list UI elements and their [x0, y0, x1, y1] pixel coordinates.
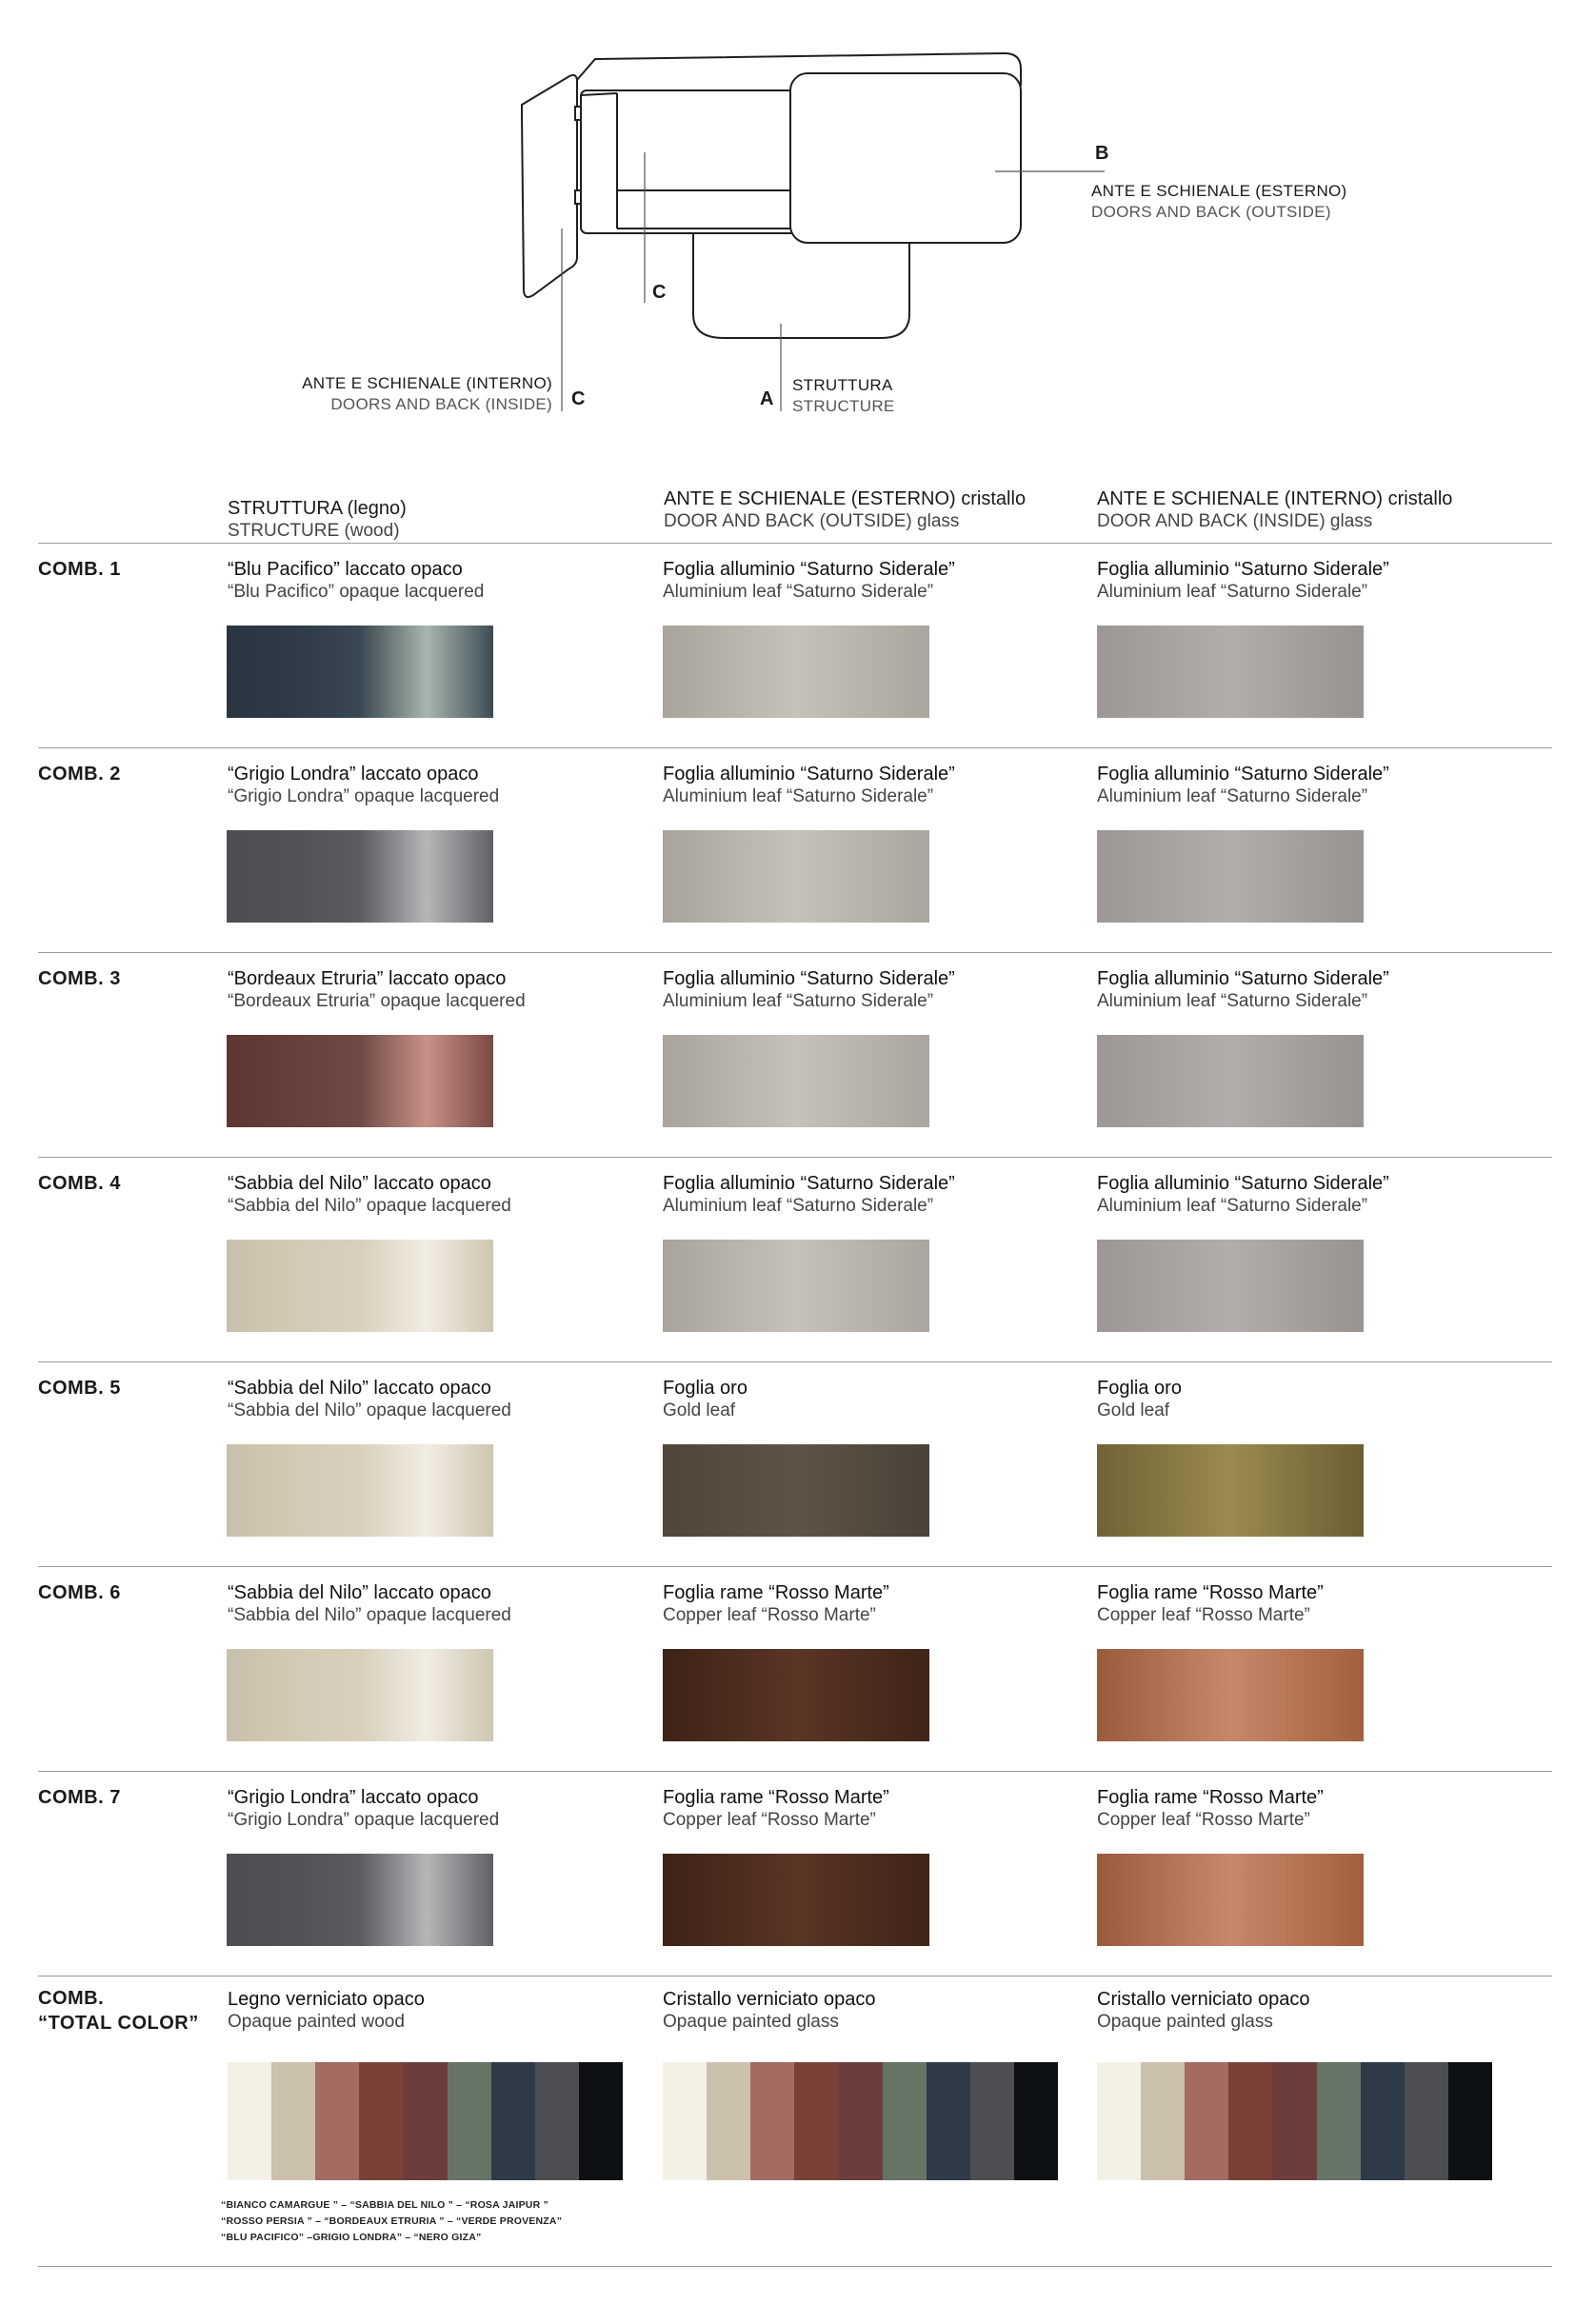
label-b [1091, 181, 1347, 223]
palette-swatch [271, 2062, 315, 2180]
palette-swatch [228, 2062, 271, 2180]
cell-inside-it: Foglia oro [1097, 1378, 1182, 1399]
cell-inside-it: Foglia alluminio “Saturno Siderale” [1097, 968, 1389, 989]
cell-structure-it: “Grigio Londra” laccato opaco [228, 764, 479, 785]
cell-outside-en: Copper leaf “Rosso Marte” [663, 1605, 876, 1625]
palette-swatch [838, 2062, 882, 2180]
swatch-inside [1097, 1649, 1364, 1741]
cell-inside-en: Gold leaf [1097, 1400, 1170, 1420]
comb-label: COMB. 1 [38, 559, 121, 580]
cell-structure-en: “Sabbia del Nilo” opaque lacquered [228, 1605, 511, 1625]
palette-swatch [883, 2062, 927, 2180]
row-divider [38, 1771, 1552, 1772]
palette-swatch [970, 2062, 1014, 2180]
cell-inside-text [1097, 1787, 1324, 1831]
palette-swatch [663, 2062, 707, 2180]
cell-structure-text [228, 1173, 511, 1217]
palette-strip-inside [1097, 2062, 1492, 2180]
swatch-structure [227, 1649, 493, 1741]
cabinet-diagram [0, 0, 1575, 447]
label-b-letter: B [1095, 143, 1109, 164]
label-b-en: DOORS AND BACK (OUTSIDE) [1091, 203, 1331, 221]
palette-swatch [1097, 2062, 1141, 2180]
total-color-label [38, 1986, 199, 2036]
palette-swatch [1014, 2062, 1058, 2180]
swatch-outside [663, 1854, 929, 1946]
cell-outside-text [663, 764, 955, 807]
cell-inside-en: Aluminium leaf “Saturno Siderale” [1097, 1196, 1368, 1216]
cell-inside-it: Foglia alluminio “Saturno Siderale” [1097, 559, 1389, 580]
header-structure-en: STRUCTURE (wood) [228, 521, 400, 541]
cell-outside-text [663, 968, 955, 1012]
cell-structure-text [228, 764, 499, 807]
total-structure-text [228, 1989, 425, 2033]
comb-label: COMB. 2 [38, 764, 121, 785]
row-divider [38, 1157, 1552, 1158]
cell-inside-en: Copper leaf “Rosso Marte” [1097, 1810, 1310, 1830]
cell-outside-it: Foglia rame “Rosso Marte” [663, 1787, 889, 1808]
header-inside [1097, 487, 1452, 533]
label-a [792, 375, 895, 417]
cell-inside-text [1097, 1582, 1324, 1626]
cell-structure-text [228, 1582, 511, 1626]
cell-inside-text [1097, 968, 1389, 1012]
cell-outside-text [663, 1787, 889, 1831]
palette-swatch [1272, 2062, 1316, 2180]
cell-inside-en: Aluminium leaf “Saturno Siderale” [1097, 991, 1368, 1011]
total-outside-it: Cristallo verniciato opaco [663, 1989, 876, 2010]
comb-label: COMB. 6 [38, 1582, 121, 1603]
palette-swatch [750, 2062, 794, 2180]
swatch-structure [227, 1240, 493, 1332]
cell-outside-it: Foglia alluminio “Saturno Siderale” [663, 1173, 955, 1194]
cell-outside-it: Foglia rame “Rosso Marte” [663, 1582, 889, 1603]
swatch-inside [1097, 1240, 1364, 1332]
cell-inside-it: Foglia alluminio “Saturno Siderale” [1097, 1173, 1389, 1194]
cell-structure-en: “Grigio Londra” opaque lacquered [228, 786, 500, 806]
total-inside-en: Opaque painted glass [1097, 2012, 1273, 2032]
palette-swatch [448, 2062, 491, 2180]
header-inside-en: DOOR AND BACK (INSIDE) glass [1097, 511, 1373, 531]
header-structure-it: STRUTTURA (legno) [228, 498, 407, 519]
swatch-outside [663, 1444, 929, 1537]
comb-label: COMB. 5 [38, 1378, 121, 1399]
label-a-en: STRUCTURE [792, 397, 895, 415]
row-divider [38, 1566, 1552, 1567]
cell-structure-en: “Blu Pacifico” opaque lacquered [228, 582, 485, 602]
cell-structure-text [228, 1787, 499, 1831]
swatch-inside [1097, 626, 1364, 718]
cell-outside-it: Foglia alluminio “Saturno Siderale” [663, 968, 955, 989]
cell-outside-en: Gold leaf [663, 1400, 736, 1420]
palette-swatch [491, 2062, 535, 2180]
label-c-letter: C [571, 388, 586, 409]
header-inside-it: ANTE E SCHIENALE (INTERNO) cristallo [1097, 488, 1453, 509]
swatch-structure [227, 830, 493, 923]
palette-swatch [1405, 2062, 1448, 2180]
swatch-outside [663, 1240, 929, 1332]
row-divider [38, 1361, 1552, 1362]
cell-structure-en: “Sabbia del Nilo” opaque lacquered [228, 1400, 511, 1420]
cell-structure-text [228, 559, 484, 603]
cell-inside-text [1097, 1173, 1389, 1217]
cell-structure-en: “Grigio Londra” opaque lacquered [228, 1810, 500, 1830]
cell-structure-it: “Blu Pacifico” laccato opaco [228, 559, 463, 580]
cell-structure-it: “Grigio Londra” laccato opaco [228, 1787, 479, 1808]
cell-structure-text [228, 968, 526, 1012]
cell-inside-it: Foglia alluminio “Saturno Siderale” [1097, 764, 1389, 785]
palette-strip-outside [663, 2062, 1058, 2180]
total-outside-text [663, 1989, 875, 2033]
swatch-inside [1097, 1854, 1364, 1946]
palette-swatch [707, 2062, 750, 2180]
cell-inside-text [1097, 764, 1389, 807]
palette-swatch [927, 2062, 970, 2180]
total-inside-it: Cristallo verniciato opaco [1097, 1989, 1310, 2010]
cell-inside-text [1097, 559, 1389, 603]
palette-swatch [579, 2062, 623, 2180]
palette-swatch [794, 2062, 838, 2180]
cell-structure-it: “Sabbia del Nilo” laccato opaco [228, 1173, 491, 1194]
cabinet-drawing [0, 0, 1575, 447]
cell-outside-text [663, 1378, 748, 1421]
comb-label: COMB. 3 [38, 968, 121, 989]
total-inside-text [1097, 1989, 1309, 2033]
header-structure [228, 497, 407, 543]
total-color-label-line2: “TOTAL COLOR” [38, 2013, 199, 2034]
label-c-it: ANTE E SCHIENALE (INTERNO) [302, 374, 552, 392]
cell-outside-en: Copper leaf “Rosso Marte” [663, 1810, 876, 1830]
palette-swatch [1317, 2062, 1361, 2180]
palette-swatch [359, 2062, 403, 2180]
cell-structure-it: “Sabbia del Nilo” laccato opaco [228, 1582, 491, 1603]
header-outside-en: DOOR AND BACK (OUTSIDE) glass [664, 511, 960, 531]
bottom-divider [38, 2266, 1552, 2267]
swatch-structure [227, 1035, 493, 1127]
cell-outside-en: Aluminium leaf “Saturno Siderale” [663, 786, 934, 806]
swatch-outside [663, 626, 929, 718]
header-divider [38, 543, 1552, 544]
comb-label: COMB. 7 [38, 1787, 121, 1808]
cell-inside-en: Copper leaf “Rosso Marte” [1097, 1605, 1310, 1625]
total-structure-en: Opaque painted wood [228, 2012, 405, 2032]
cell-outside-it: Foglia oro [663, 1378, 748, 1399]
cell-outside-en: Aluminium leaf “Saturno Siderale” [663, 582, 934, 602]
cell-outside-text [663, 559, 955, 603]
cell-inside-en: Aluminium leaf “Saturno Siderale” [1097, 786, 1368, 806]
swatch-outside [663, 1035, 929, 1127]
palette-swatch [1141, 2062, 1185, 2180]
header-outside [664, 487, 1026, 533]
palette-swatch [1361, 2062, 1405, 2180]
label-c [286, 373, 552, 415]
palette-swatch [535, 2062, 579, 2180]
cell-inside-it: Foglia rame “Rosso Marte” [1097, 1582, 1324, 1603]
swatch-outside [663, 1649, 929, 1741]
label-c-inner-letter: C [652, 282, 667, 303]
row-divider [38, 952, 1552, 953]
label-a-it: STRUTTURA [792, 376, 893, 394]
footnote-line-1: “BIANCO CAMARGUE ” – “SABBIA DEL NILO ” – “ROSA JAIPUR ” [221, 2199, 548, 2211]
cell-structure-it: “Bordeaux Etruria” laccato opaco [228, 968, 507, 989]
label-b-it: ANTE E SCHIENALE (ESTERNO) [1091, 182, 1347, 200]
swatch-inside [1097, 1035, 1364, 1127]
cell-structure-en: “Bordeaux Etruria” opaque lacquered [228, 991, 526, 1011]
swatch-structure [227, 1444, 493, 1537]
footnote-line-3: “BLU PACIFICO” –GRIGIO LONDRA” – “NERO GIZA” [221, 2232, 482, 2243]
palette-swatch [315, 2062, 359, 2180]
cell-outside-en: Aluminium leaf “Saturno Siderale” [663, 1196, 934, 1216]
swatch-structure [227, 626, 493, 718]
swatch-inside [1097, 830, 1364, 923]
label-c-en: DOORS AND BACK (INSIDE) [330, 395, 552, 413]
label-a-letter: A [760, 388, 774, 409]
palette-swatch [1228, 2062, 1272, 2180]
cell-outside-text [663, 1582, 889, 1626]
cell-outside-it: Foglia alluminio “Saturno Siderale” [663, 764, 955, 785]
swatch-outside [663, 830, 929, 923]
palette-strip-structure [228, 2062, 623, 2180]
cell-outside-en: Aluminium leaf “Saturno Siderale” [663, 991, 934, 1011]
cell-structure-it: “Sabbia del Nilo” laccato opaco [228, 1378, 491, 1399]
header-outside-it: ANTE E SCHIENALE (ESTERNO) cristallo [664, 488, 1027, 509]
swatch-inside [1097, 1444, 1364, 1537]
cell-outside-text [663, 1173, 955, 1217]
palette-swatch [1185, 2062, 1228, 2180]
cell-inside-text [1097, 1378, 1182, 1421]
swatch-structure [227, 1854, 493, 1946]
cell-structure-en: “Sabbia del Nilo” opaque lacquered [228, 1196, 511, 1216]
palette-footnote [221, 2197, 562, 2246]
base-cylinder [693, 233, 909, 338]
palette-swatch [1448, 2062, 1492, 2180]
comb-label: COMB. 4 [38, 1173, 121, 1194]
row-divider [38, 747, 1552, 748]
cell-structure-text [228, 1378, 511, 1421]
cell-outside-it: Foglia alluminio “Saturno Siderale” [663, 559, 955, 580]
total-outside-en: Opaque painted glass [663, 2012, 839, 2032]
total-structure-it: Legno verniciato opaco [228, 1989, 425, 2010]
palette-swatch [403, 2062, 447, 2180]
footnote-line-2: “ROSSO PERSIA ” – “BORDEAUX ETRURIA ” – “VERDE PROVENZA” [221, 2215, 563, 2227]
cell-inside-it: Foglia rame “Rosso Marte” [1097, 1787, 1324, 1808]
total-color-label-line1: COMB. [38, 1988, 105, 2009]
cell-inside-en: Aluminium leaf “Saturno Siderale” [1097, 582, 1368, 602]
